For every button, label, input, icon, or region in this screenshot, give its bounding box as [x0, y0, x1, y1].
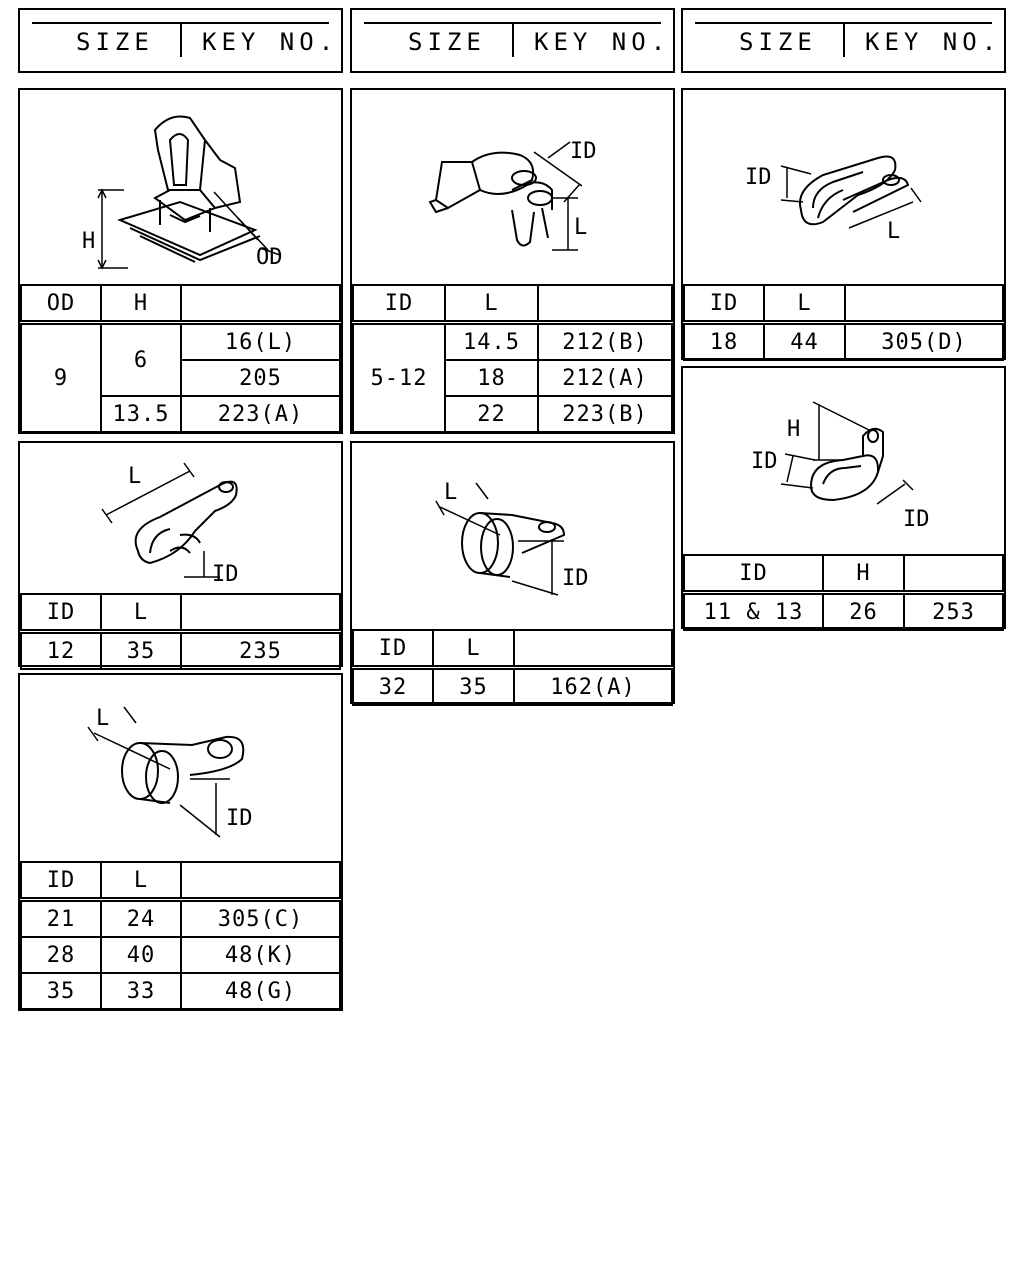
header-col-2 — [350, 8, 675, 73]
cell-key: 48(K) — [181, 937, 340, 973]
cell-key: 305(D) — [845, 323, 1003, 361]
dim-label-l: L — [96, 706, 110, 731]
table-header-row — [353, 630, 672, 668]
table-row — [684, 593, 1003, 631]
cell-l: 35 — [433, 668, 514, 706]
cell-id: 12 — [21, 632, 101, 670]
cell-key: 253 — [904, 593, 1003, 631]
cell-h: 13.5 — [101, 396, 181, 432]
cell-key: 205 — [181, 360, 340, 396]
header-key-label: KEY NO. — [865, 28, 1002, 56]
col-header-key — [514, 630, 672, 668]
header-divider — [512, 24, 514, 57]
table-header-row — [21, 862, 340, 900]
table-row — [684, 323, 1003, 361]
clip-drawing — [352, 90, 673, 286]
clip-drawing — [683, 368, 1004, 554]
col-header-key — [845, 285, 1003, 323]
col-header-key — [181, 862, 340, 900]
col-header-id: ID — [353, 285, 445, 323]
dim-label-h: H — [787, 417, 801, 442]
cell-id: 18 — [684, 323, 764, 361]
spec-table — [683, 284, 1004, 361]
col-header-id: ID — [21, 862, 101, 900]
cell-l: 22 — [445, 396, 538, 432]
cell-id: 32 — [353, 668, 433, 706]
cushion-clamp-illustration — [352, 443, 673, 629]
cell-h: 6 — [101, 323, 181, 397]
dim-label-id: ID — [570, 139, 597, 164]
dim-label-id: ID — [226, 806, 253, 831]
cell-l: 24 — [101, 900, 181, 938]
col-header-id: ID — [684, 285, 764, 323]
col-header-key — [181, 594, 340, 632]
dim-label-l: L — [444, 480, 458, 505]
table-row — [353, 323, 672, 361]
table-row — [21, 632, 340, 670]
dim-label-h: H — [82, 229, 96, 254]
cell-l: 18 — [445, 360, 538, 396]
clip-drawing — [683, 90, 1004, 286]
col-header-od: OD — [21, 285, 101, 323]
dim-label-id-left: ID — [751, 449, 778, 474]
cell-key: 223(A) — [181, 396, 340, 432]
col-header-key — [904, 555, 1003, 593]
col-header-h: H — [823, 555, 904, 593]
table-row — [21, 900, 340, 938]
table-row — [21, 937, 340, 973]
flat-clamp-illustration — [683, 90, 1004, 286]
cell-h: 26 — [823, 593, 904, 631]
clip-drawing — [20, 90, 341, 286]
cell-key: 16(L) — [181, 323, 340, 361]
clip-drawing — [20, 675, 341, 861]
cell-id: 35 — [21, 973, 101, 1009]
spec-table — [352, 284, 673, 433]
cell-l: 35 — [101, 632, 181, 670]
spec-table — [20, 284, 341, 433]
panel-clip-id-l-twin — [350, 88, 675, 434]
col-header-l: L — [101, 594, 181, 632]
dim-label-l: L — [887, 219, 901, 244]
spec-table — [20, 861, 341, 1010]
table-header-row — [21, 594, 340, 632]
cell-key: 305(C) — [181, 900, 340, 938]
cell-id: 11 & 13 — [684, 593, 823, 631]
col-header-l: L — [764, 285, 845, 323]
col-header-key — [181, 285, 340, 323]
cell-key: 235 — [181, 632, 340, 670]
panel-clamp-id-l-large — [18, 673, 343, 1011]
dim-label-id-right: ID — [903, 507, 930, 532]
twin-clip-illustration — [352, 90, 673, 286]
cell-l: 33 — [101, 973, 181, 1009]
loop-clamp-illustration — [20, 443, 341, 593]
cell-od: 9 — [21, 323, 101, 433]
cell-key: 212(A) — [538, 360, 672, 396]
header-divider — [180, 24, 182, 57]
dim-label-l: L — [128, 464, 142, 489]
panel-clamp-id-l-cushion — [350, 441, 675, 704]
col-header-l: L — [445, 285, 538, 323]
panel-clamp-id-l-flat — [681, 88, 1006, 360]
cell-key: 48(G) — [181, 973, 340, 1009]
cell-l: 44 — [764, 323, 845, 361]
standoff-clamp-illustration — [683, 368, 1004, 554]
col-header-l: L — [433, 630, 514, 668]
cell-id: 28 — [21, 937, 101, 973]
cell-id: 21 — [21, 900, 101, 938]
spec-table — [20, 593, 341, 670]
header-col-3 — [681, 8, 1006, 73]
header-key-label: KEY NO. — [202, 28, 339, 56]
cell-l: 40 — [101, 937, 181, 973]
dim-label-id: ID — [562, 566, 589, 591]
col-header-l: L — [101, 862, 181, 900]
col-header-id: ID — [21, 594, 101, 632]
large-clamp-illustration — [20, 675, 341, 861]
spec-table — [352, 629, 673, 706]
header-col-1 — [18, 8, 343, 73]
push-clip-illustration — [20, 90, 341, 286]
panel-clip-od-h — [18, 88, 343, 434]
table-header-row — [684, 285, 1003, 323]
cell-id: 5-12 — [353, 323, 445, 433]
col-header-id: ID — [684, 555, 823, 593]
table-header-row — [21, 285, 340, 323]
table-row — [353, 668, 672, 706]
panel-clamp-id-l-loop — [18, 441, 343, 667]
cell-key: 162(A) — [514, 668, 672, 706]
header-divider — [843, 24, 845, 57]
cell-key: 223(B) — [538, 396, 672, 432]
table-header-row — [353, 285, 672, 323]
header-size-label: SIZE — [408, 28, 486, 56]
dim-label-id: ID — [745, 165, 772, 190]
clip-drawing — [20, 443, 341, 593]
cell-l: 14.5 — [445, 323, 538, 361]
panel-clamp-id-h — [681, 366, 1006, 629]
dim-label-id: ID — [212, 562, 239, 587]
dim-label-od: OD — [256, 245, 283, 270]
cell-key: 212(B) — [538, 323, 672, 361]
col-header-key — [538, 285, 672, 323]
spec-table — [683, 554, 1004, 631]
header-size-label: SIZE — [739, 28, 817, 56]
header-key-label: KEY NO. — [534, 28, 671, 56]
clip-drawing — [352, 443, 673, 629]
table-header-row — [684, 555, 1003, 593]
header-size-label: SIZE — [76, 28, 154, 56]
col-header-h: H — [101, 285, 181, 323]
table-row — [21, 973, 340, 1009]
col-header-id: ID — [353, 630, 433, 668]
dim-label-l: L — [574, 215, 588, 240]
table-row — [21, 323, 340, 361]
